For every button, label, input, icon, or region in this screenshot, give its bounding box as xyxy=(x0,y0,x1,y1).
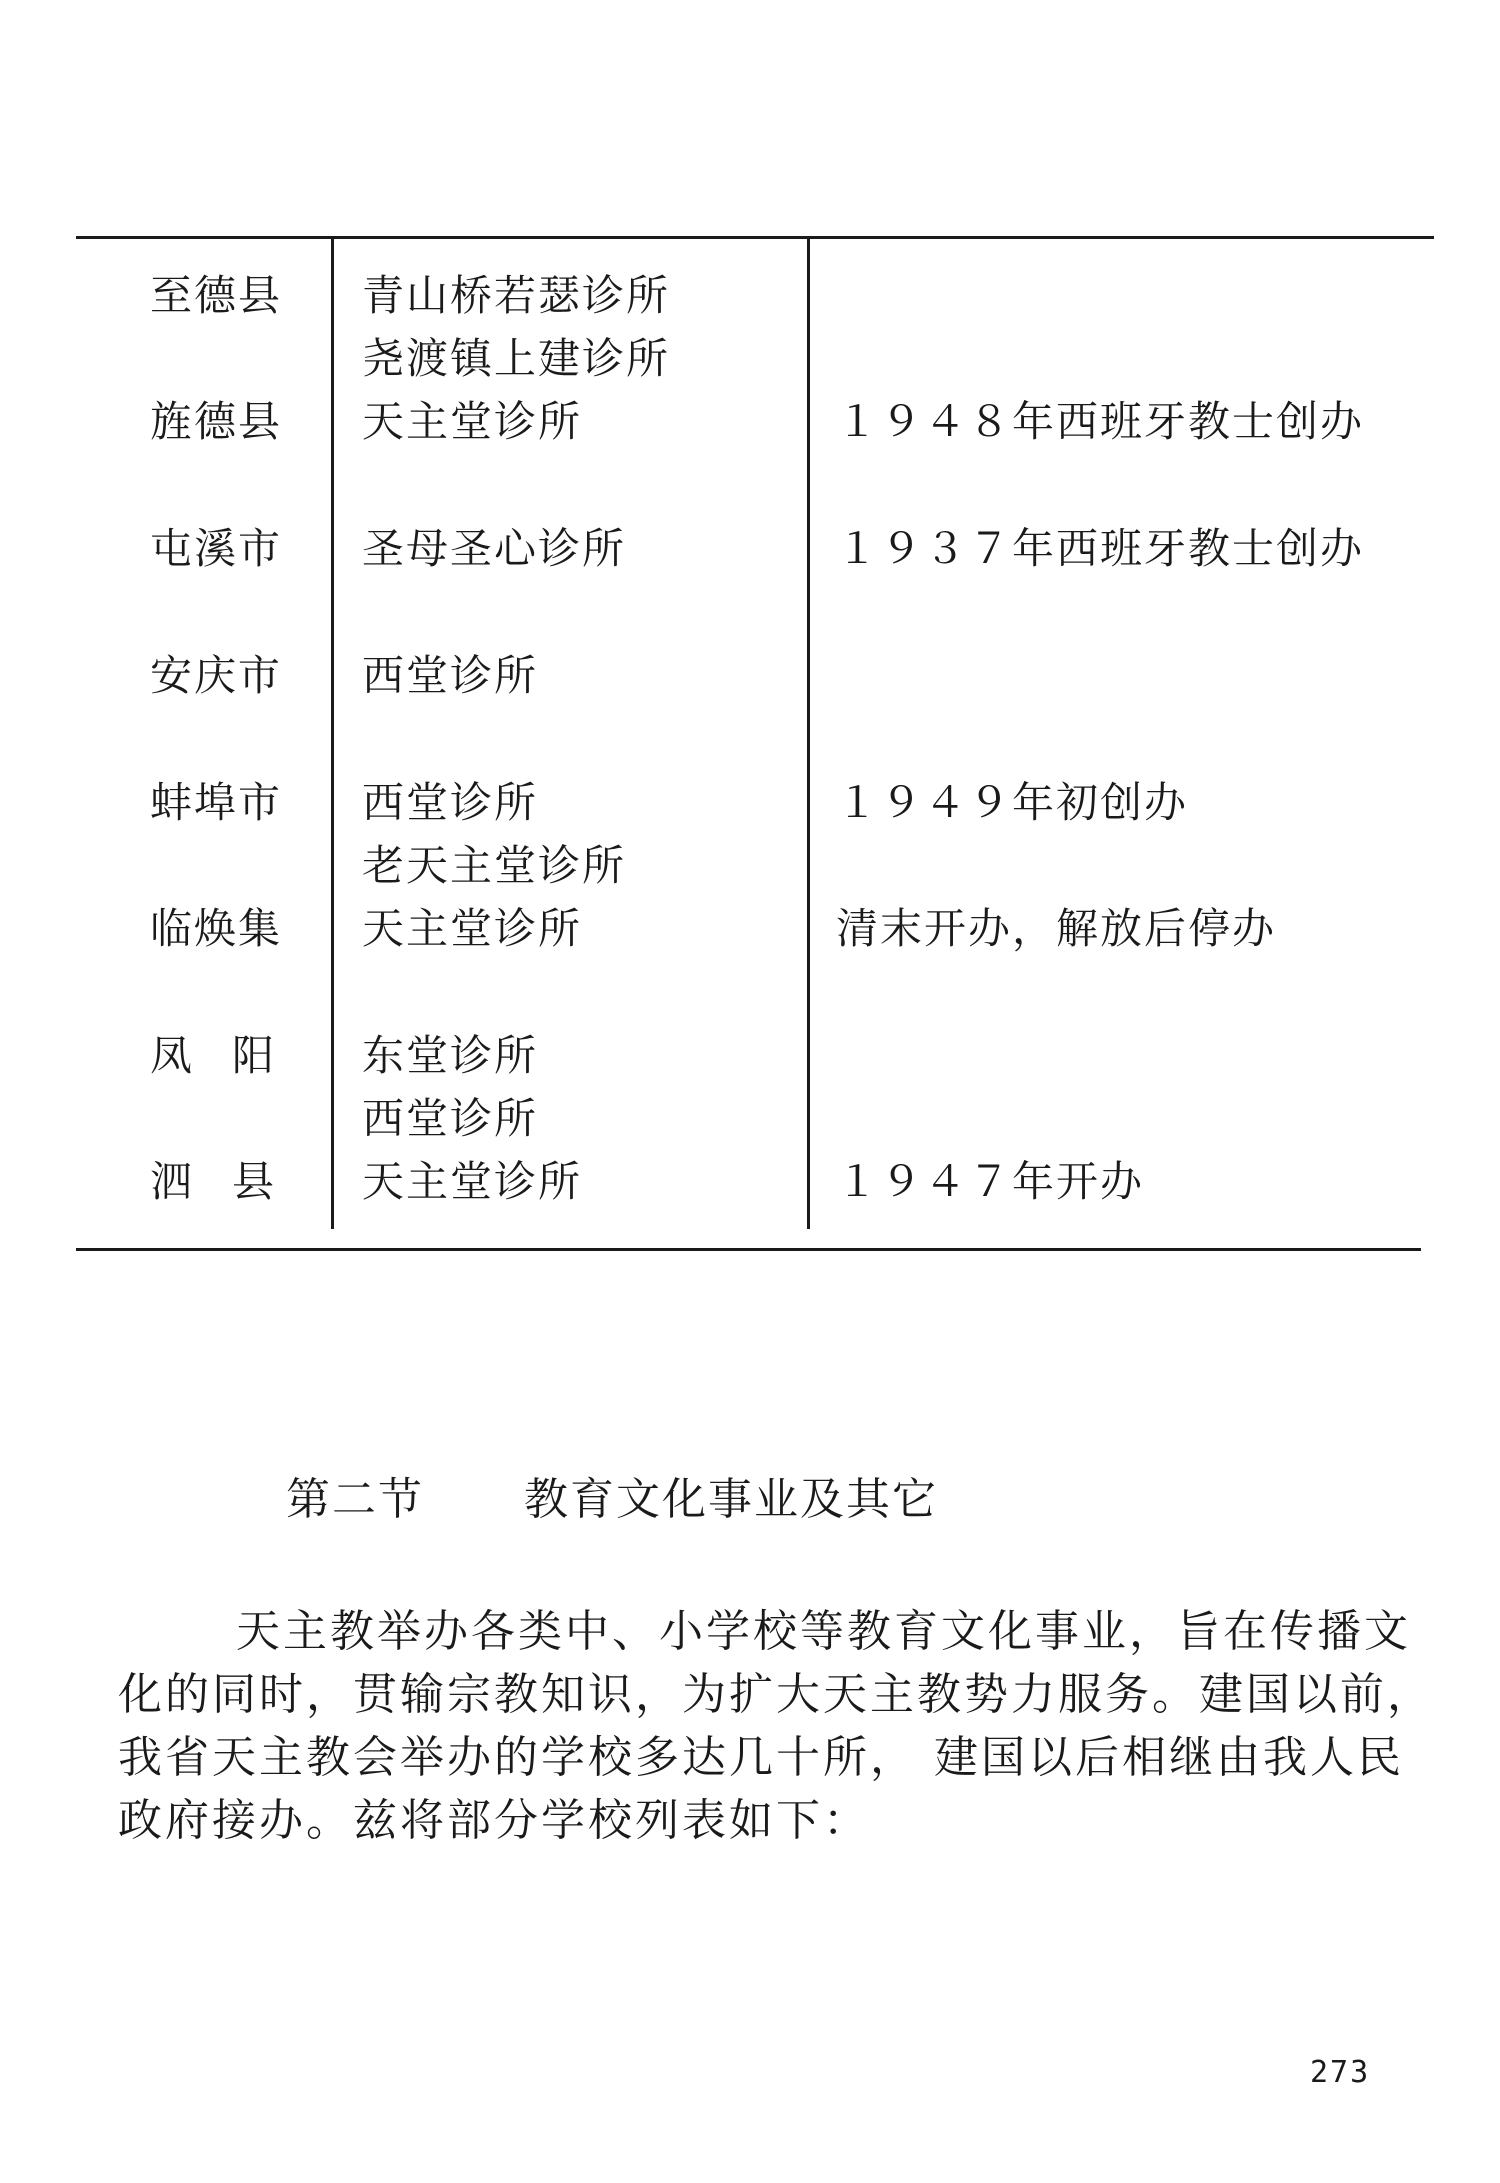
page-number: 273 xyxy=(1310,2055,1371,2090)
table-cell-clinic: 老天主堂诊所 xyxy=(362,841,627,890)
table-cell-clinic: 天主堂诊所 xyxy=(362,397,583,446)
table-cell-note: １９４８年西班牙教士创办 xyxy=(836,397,1365,446)
table-cell-clinic: 西堂诊所 xyxy=(362,778,539,827)
paragraph-line: 我省天主教会举办的学校多达几十所， 建国以后相继由我人民 xyxy=(118,1732,1404,1783)
table-cell-region: 泗县 xyxy=(150,1157,315,1206)
table-column-divider-1 xyxy=(331,239,334,1229)
table-column-divider-2 xyxy=(807,239,810,1229)
table-cell-note: １９３７年西班牙教士创办 xyxy=(836,524,1365,573)
paragraph-line: 政府接办。兹将部分学校列表如下： xyxy=(118,1795,870,1846)
table-cell-clinic: 西堂诊所 xyxy=(362,651,539,700)
table-cell-region: 临焕集 xyxy=(150,904,283,953)
section-title: 教育文化事业及其它 xyxy=(524,1474,938,1525)
table-cell-region: 至德县 xyxy=(150,271,283,320)
table-cell-clinic: 尧渡镇上建诊所 xyxy=(362,334,671,383)
table-cell-note: １９４７年开办 xyxy=(836,1157,1145,1206)
table-cell-region: 屯溪市 xyxy=(150,524,283,573)
section-heading xyxy=(286,1470,938,1530)
paragraph-line: 化的同时，贯输宗教知识，为扩大天主教势力服务。建国以前， xyxy=(118,1669,1434,1720)
table-cell-note: 清末开办，解放后停办 xyxy=(836,904,1277,953)
table-bottom-rule xyxy=(76,1248,1421,1251)
table-top-rule xyxy=(76,236,1434,239)
section-number: 第二节 xyxy=(286,1474,424,1525)
table-cell-clinic: 青山桥若瑟诊所 xyxy=(362,271,671,320)
table-cell-note: １９４９年初创办 xyxy=(836,778,1189,827)
table-cell-region: 旌德县 xyxy=(150,397,283,446)
table-cell-clinic: 东堂诊所 xyxy=(362,1031,539,1080)
table-cell-region: 蚌埠市 xyxy=(150,778,283,827)
table-cell-region: 安庆市 xyxy=(150,651,283,700)
table-cell-clinic: 西堂诊所 xyxy=(362,1094,539,1143)
table-cell-clinic: 天主堂诊所 xyxy=(362,904,583,953)
table-cell-region: 凤阳 xyxy=(150,1031,315,1080)
table-cell-clinic: 天主堂诊所 xyxy=(362,1157,583,1206)
body-paragraph xyxy=(118,1600,1434,1852)
paragraph-line: 天主教举办各类中、小学校等教育文化事业，旨在传播文 xyxy=(236,1606,1411,1657)
table-cell-clinic: 圣母圣心诊所 xyxy=(362,524,627,573)
